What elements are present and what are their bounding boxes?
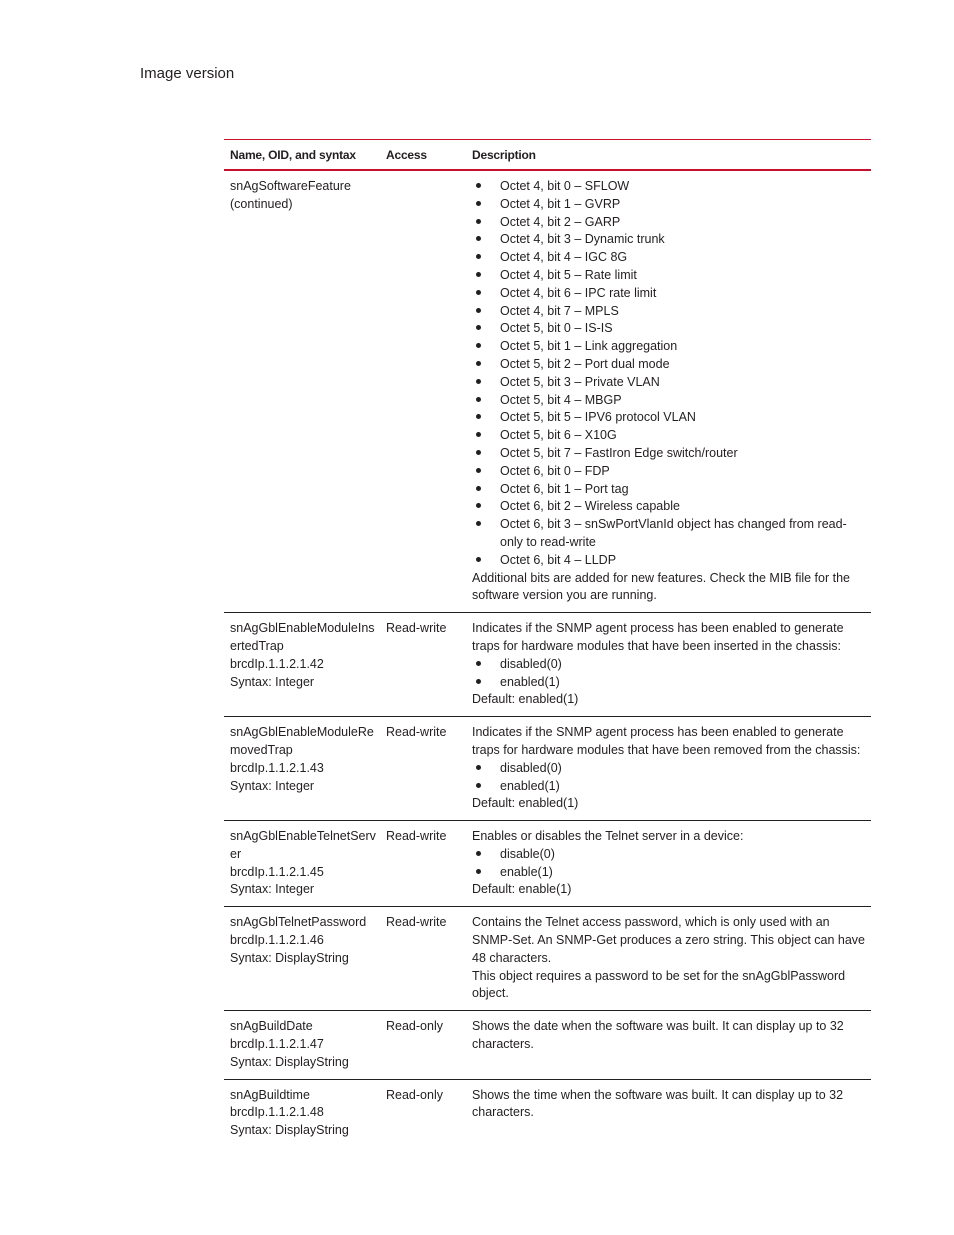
cell-description <box>472 907 871 1010</box>
name-line: snAgBuildtime <box>230 1087 310 1102</box>
name-line: Syntax: DisplayString <box>230 1054 349 1069</box>
table-row <box>224 1011 871 1079</box>
name-line: movedTrap <box>230 742 293 757</box>
list-item: Octet 6, bit 0 – FDP <box>472 463 867 481</box>
list-item: Octet 5, bit 5 – IPV6 protocol VLAN <box>472 409 867 427</box>
list-item: disabled(0) <box>472 760 867 778</box>
name-line: Syntax: DisplayString <box>230 950 349 965</box>
name-line: er <box>230 846 242 861</box>
column-header-description: Description <box>472 148 536 162</box>
name-line: snAgGblTelnetPassword <box>230 915 367 930</box>
description-paragraph: Shows the time when the software was built. It can display up to 32 characters. <box>472 1087 844 1120</box>
name-line: Syntax: Integer <box>230 882 315 897</box>
description-paragraph: Contains the Telnet access password, which is only used with an SNMP-Set. An SNMP-Get produces a zero string. This object can have 48 characters. <box>472 915 865 965</box>
mib-objects-table <box>224 139 871 1147</box>
list-item: Octet 5, bit 2 – Port dual mode <box>472 356 867 374</box>
list-item: Octet 4, bit 2 – GARP <box>472 214 867 232</box>
description-note: Default: enabled(1) <box>472 692 579 707</box>
cell-access: Read-only <box>386 1019 443 1034</box>
cell-access: Read-write <box>386 621 447 636</box>
list-item: Octet 5, bit 0 – IS-IS <box>472 320 867 338</box>
description-bullet-list <box>472 178 867 570</box>
description-bullet-list <box>472 846 867 882</box>
table-row <box>224 1080 871 1147</box>
list-item: Octet 5, bit 7 – FastIron Edge switch/router <box>472 445 867 463</box>
cell-description <box>472 1080 871 1147</box>
table-body <box>224 171 871 1147</box>
list-item: enabled(1) <box>472 674 867 692</box>
name-line: brcdIp.1.1.2.1.47 <box>230 1037 324 1052</box>
table-row <box>224 171 871 613</box>
list-item: disable(0) <box>472 846 867 864</box>
list-item: Octet 5, bit 3 – Private VLAN <box>472 374 867 392</box>
list-item: enabled(1) <box>472 778 867 796</box>
name-line: Syntax: Integer <box>230 674 315 689</box>
name-line: Syntax: Integer <box>230 778 315 793</box>
description-note: Default: enabled(1) <box>472 796 579 811</box>
list-item: Octet 5, bit 4 – MBGP <box>472 392 867 410</box>
list-item: Octet 6, bit 4 – LLDP <box>472 552 867 570</box>
name-line: snAgBuildDate <box>230 1019 313 1034</box>
name-line: Syntax: DisplayString <box>230 1123 349 1138</box>
description-bullet-list <box>472 656 867 692</box>
cell-name-oid-syntax <box>224 1080 386 1147</box>
cell-name-oid-syntax <box>224 821 386 906</box>
name-line: brcdIp.1.1.2.1.45 <box>230 864 324 879</box>
cell-access: Read-only <box>386 1087 443 1102</box>
name-line: snAgGblEnableTelnetServ <box>230 829 376 844</box>
list-item: Octet 4, bit 6 – IPC rate limit <box>472 285 867 303</box>
table-row <box>224 907 871 1011</box>
name-line: brcdIp.1.1.2.1.43 <box>230 760 324 775</box>
cell-description <box>472 717 871 820</box>
name-line: snAgSoftwareFeature <box>230 179 351 193</box>
name-line: ertedTrap <box>230 638 284 653</box>
table-row <box>224 613 871 717</box>
name-line: (continued) <box>230 196 293 211</box>
table-row <box>224 821 871 907</box>
cell-access: Read-write <box>386 725 447 740</box>
name-line: brcdIp.1.1.2.1.46 <box>230 933 324 948</box>
name-line: brcdIp.1.1.2.1.42 <box>230 656 324 671</box>
description-bullet-list <box>472 760 867 796</box>
list-item: Octet 4, bit 4 – IGC 8G <box>472 249 867 267</box>
description-paragraph: Enables or disables the Telnet server in a device: <box>472 829 744 844</box>
name-line: snAgGblEnableModuleRe <box>230 725 374 740</box>
description-paragraph: Indicates if the SNMP agent process has been enabled to generate traps for hardware modules that have been removed from the chassis: <box>472 725 861 757</box>
list-item: Octet 6, bit 1 – Port tag <box>472 481 867 499</box>
list-item: Octet 5, bit 1 – Link aggregation <box>472 338 867 356</box>
page-section-title: Image version <box>140 65 235 82</box>
cell-name-oid-syntax <box>224 907 386 1010</box>
cell-name-oid-syntax <box>224 1011 386 1078</box>
list-item: Octet 4, bit 5 – Rate limit <box>472 267 867 285</box>
description-paragraph: Indicates if the SNMP agent process has been enabled to generate traps for hardware modules that have been inserted in the chassis: <box>472 621 844 653</box>
list-item: Octet 6, bit 2 – Wireless capable <box>472 498 867 516</box>
cell-description <box>472 613 871 716</box>
list-item: Octet 4, bit 1 – GVRP <box>472 196 867 214</box>
name-line: snAgGblEnableModuleIns <box>230 621 375 636</box>
table-row <box>224 717 871 821</box>
table-header-row <box>224 139 871 171</box>
list-item: Octet 4, bit 0 – SFLOW <box>472 178 867 196</box>
list-item: enable(1) <box>472 864 867 882</box>
description-paragraph: Shows the date when the software was built. It can display up to 32 characters. <box>472 1019 844 1052</box>
description-note: Additional bits are added for new features. Check the MIB file for the software version you are running. <box>472 570 850 603</box>
cell-description <box>472 1011 871 1078</box>
column-header-access: Access <box>386 148 427 162</box>
cell-access: Read-write <box>386 829 447 844</box>
cell-description <box>472 171 871 612</box>
cell-name-oid-syntax <box>224 613 386 716</box>
cell-access: Read-write <box>386 915 447 930</box>
cell-name-oid-syntax <box>224 717 386 820</box>
cell-description <box>472 821 871 906</box>
list-item: Octet 4, bit 3 – Dynamic trunk <box>472 231 867 249</box>
list-item: Octet 5, bit 6 – X10G <box>472 427 867 445</box>
description-paragraph: This object requires a password to be set for the snAgGblPassword object. <box>472 968 846 1001</box>
list-item: disabled(0) <box>472 656 867 674</box>
cell-access <box>386 171 472 612</box>
name-line: brcdIp.1.1.2.1.48 <box>230 1105 324 1120</box>
list-item: Octet 6, bit 3 – snSwPortVlanId object has changed from read-only to read-write <box>472 516 867 552</box>
description-note: Default: enable(1) <box>472 882 572 897</box>
cell-name-oid-syntax <box>224 171 386 612</box>
column-header-name: Name, OID, and syntax <box>230 148 356 162</box>
list-item: Octet 4, bit 7 – MPLS <box>472 303 867 321</box>
